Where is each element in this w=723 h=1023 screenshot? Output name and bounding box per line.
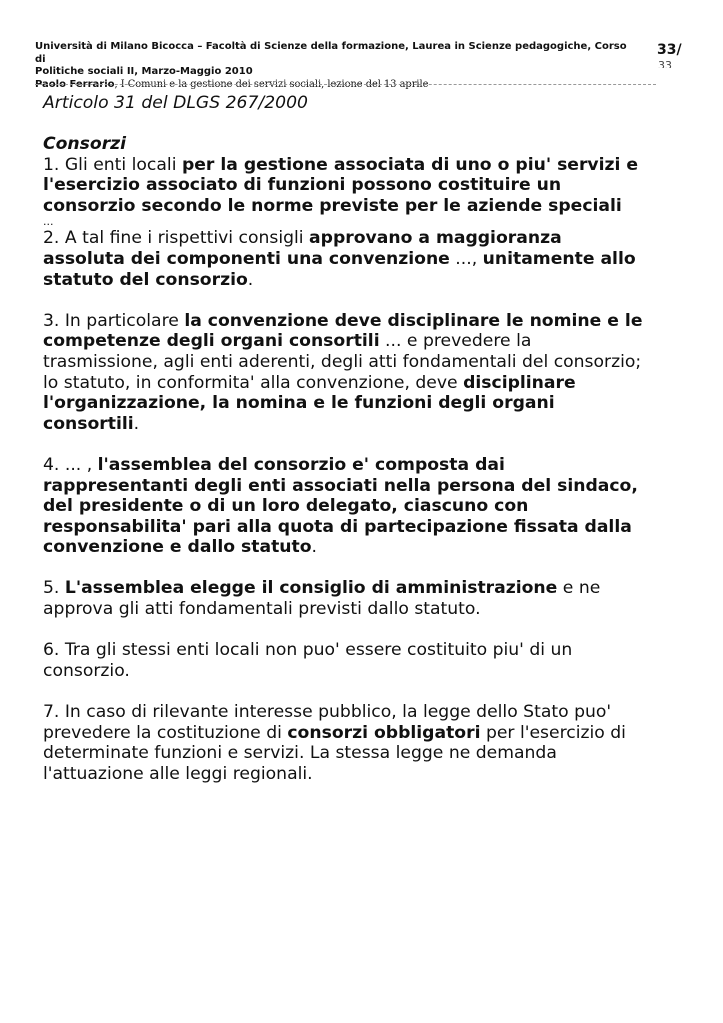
paragraph-5: 5. L'assemblea elegge il consiglio di amministrazione e ne approva gli atti fondamentali previsti dallo statuto.	[43, 578, 601, 620]
paragraph-2: 2. A tal fine i rispettivi consigli approvano a maggioranza assoluta dei componenti una convenzione ..., unitamente allo statuto del consorzio.	[43, 228, 636, 290]
spacer	[43, 434, 643, 455]
spacer	[43, 681, 643, 702]
paragraph-3: 3. In particolare la convenzione deve disciplinare le nomine e le competenze degli organi consortili ... e prevedere la trasmissione, agli enti aderenti, degli atti fondamentali del consorzio; lo statuto, in conformita' alla convenzione, deve disciplinare l'organizzazione, la nomina e le funzioni degli organi consortili.	[43, 310, 643, 434]
header-separator	[35, 84, 656, 85]
header-author: Paolo Ferrario	[35, 78, 115, 90]
paragraph-4: 4. ... , l'assemblea del consorzio e' composta dai rappresentanti degli enti associati nella persona del sindaco, del presidente o di un loro delegato, ciascuno con responsabilita' pari alla quota di partecipazione fissata dalla convenzione e dallo statuto.	[43, 454, 638, 558]
spacer	[43, 290, 643, 311]
spacer	[43, 620, 643, 641]
paragraph-6: 6. Tra gli stessi enti locali non puo' essere costituito piu' di un consorzio.	[43, 640, 573, 681]
header-course-line: Università di Milano Bicocca – Facoltà di Scienze della formazione, Laurea in Scienze pedagogiche, Corso di	[35, 41, 627, 65]
header-course-dates: Politiche sociali II, Marzo-Maggio 2010	[35, 66, 253, 77]
page-number: 33/	[657, 42, 682, 58]
paragraph-1-ellipsis: ...	[43, 215, 54, 229]
spacer	[43, 558, 643, 579]
article-title: Articolo 31 del DLGS 267/2000	[43, 93, 308, 113]
paragraph-1: 1. Gli enti locali per la gestione associata di uno o piu' servizi e l'esercizio associato di funzioni possono costituire un consorzio secondo le norme previste per le aziende speciali	[43, 154, 639, 216]
page-total: 33	[658, 60, 672, 68]
paragraph-7: 7. In caso di rilevante interesse pubblico, la legge dello Stato puo' prevedere la costituzione di consorzi obbligatori per l'esercizio di determinate funzioni e servizi. La stessa legge ne demanda l'attuazione alle leggi regionali.	[43, 702, 626, 784]
header-lecture-title: , I Comuni e la gestione dei servizi sociali, lezione del 13 aprile	[114, 78, 429, 90]
document-body	[43, 93, 643, 784]
section-title: Consorzi	[43, 134, 127, 154]
